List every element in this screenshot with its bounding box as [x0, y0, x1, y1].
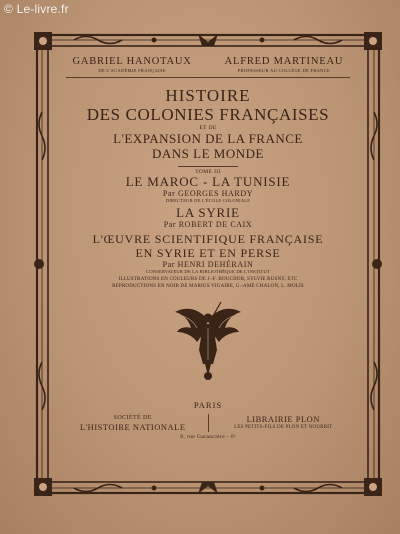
publication-city: PARIS	[193, 400, 223, 410]
publisher-left	[58, 414, 209, 432]
tome-number: TOME III	[195, 169, 221, 175]
section-author: Par ROBERT DE CAIX	[163, 220, 253, 229]
section-title: LA SYRIE	[176, 205, 240, 220]
section-author-subtitle: CONSERVATEUR DE LA BIBLIOTHÈQUE DE L'INSTITUT	[146, 269, 270, 274]
title-line-2: DES COLONIES FRANÇAISES	[86, 105, 330, 124]
title-conjunction: ET DE	[199, 125, 217, 131]
publisher-address: 8, rue Garancière - 6ᵉ	[180, 434, 236, 440]
author-subtitle: DE L'ACADÉMIE FRANÇAISE	[98, 68, 166, 73]
title-page-content	[56, 54, 360, 474]
author-subtitle: PROFESSEUR AU COLLÈGE DE FRANCE	[237, 68, 331, 73]
publisher-subtitle: LES PETITS-FILS DE PLON ET NOURRIT	[234, 425, 333, 430]
publisher-prefix: SOCIÉTÉ DE	[113, 415, 152, 421]
section-author: Par HENRI DEHÉRAIN	[162, 260, 254, 269]
title-line-3: L'EXPANSION DE LA FRANCE	[113, 131, 303, 146]
author-left	[62, 56, 202, 73]
section-author: Par GEORGES HARDY	[162, 189, 254, 198]
publisher-name: L'HISTOIRE NATIONALE	[79, 422, 186, 432]
publisher-name: LIBRAIRIE PLON	[246, 414, 320, 424]
section-author-subtitle: DIRECTEUR DE L'ÉCOLE COLONIALE	[165, 198, 251, 203]
authors	[56, 56, 360, 73]
illustration-credit-line: REPRODUCTIONS EN NOIR DE MARIUS VIGAIRE, G.-AMÉ CHALON, L. MOLIS	[112, 284, 304, 289]
ornamental-frame	[34, 32, 382, 496]
section-title: LE MAROC - LA TUNISIE	[125, 174, 291, 189]
author-right	[214, 56, 354, 73]
title-line-4: DANS LE MONDE	[152, 146, 264, 161]
angel-emblem-icon	[173, 298, 243, 382]
author-name: GABRIEL HANOTAUX	[72, 56, 192, 67]
illustration-credit-line: ILLUSTRATIONS EN COULEURS DE J.-F. BOUCHOR, SYLVIE BUSNY, ETC	[118, 277, 298, 282]
publisher-right	[209, 414, 359, 432]
title-line-1: HISTOIRE	[165, 86, 251, 105]
section-title: L'ŒUVRE SCIENTIFIQUE FRANÇAISE	[92, 232, 324, 246]
publishers	[56, 414, 360, 432]
illustration-credits	[56, 276, 360, 290]
divider	[66, 77, 350, 78]
section-title: EN SYRIE ET EN PERSE	[135, 246, 281, 260]
watermark: © Le-livre.fr	[4, 2, 69, 16]
divider	[178, 166, 238, 167]
author-name: ALFRED MARTINEAU	[224, 56, 344, 67]
